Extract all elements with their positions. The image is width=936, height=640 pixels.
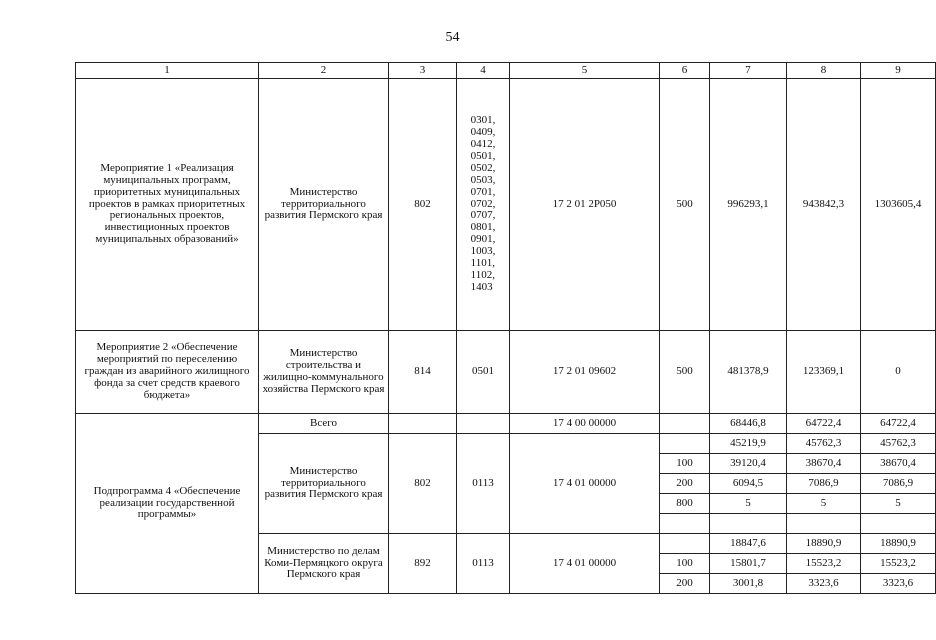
amount-year-3: 0 bbox=[861, 331, 936, 414]
expense-type-code: 100 bbox=[660, 554, 710, 574]
amount-year-3: 1303605,4 bbox=[861, 79, 936, 331]
budget-table bbox=[75, 62, 936, 594]
ministry-name: Министерство по делам Коми-Пермяцкого округа Пермского края bbox=[259, 534, 389, 594]
section-code: 0409, bbox=[470, 126, 496, 139]
amount-year-3: 64722,4 bbox=[861, 414, 936, 434]
section-code: 0707, bbox=[470, 209, 496, 222]
amount-year-3: 5 bbox=[861, 494, 936, 514]
table-row bbox=[76, 414, 936, 434]
section-codes bbox=[457, 79, 510, 331]
section-code: 0503, bbox=[470, 173, 496, 186]
target-item-code: 17 4 00 00000 bbox=[510, 414, 660, 434]
table-row bbox=[76, 79, 936, 331]
amount-year-1: 15801,7 bbox=[710, 554, 787, 574]
table-row bbox=[76, 331, 936, 414]
section-code: 0901, bbox=[470, 233, 496, 246]
target-item-code: 17 4 01 00000 bbox=[510, 434, 660, 534]
amount-year-2: 64722,4 bbox=[787, 414, 861, 434]
section-code: 0301, bbox=[470, 114, 496, 127]
section-code: 1003, bbox=[470, 245, 496, 258]
header-cell: 3 bbox=[389, 63, 457, 79]
empty-cell bbox=[861, 514, 936, 534]
empty-cell bbox=[660, 534, 710, 554]
empty-cell bbox=[710, 514, 787, 534]
measure-2-name: Мероприятие 2 «Обеспечение мероприятий по переселению граждан из аварийного жилищного фонда за счет средств краевого бюджета» bbox=[76, 331, 259, 414]
grbs-code: 802 bbox=[389, 79, 457, 331]
header-cell: 4 bbox=[457, 63, 510, 79]
empty-cell bbox=[389, 414, 457, 434]
grbs-code: 802 bbox=[389, 434, 457, 534]
section-code: 1403 bbox=[470, 280, 493, 293]
amount-year-2: 3323,6 bbox=[787, 574, 861, 594]
expense-type-code: 200 bbox=[660, 574, 710, 594]
section-code: 0501 bbox=[457, 331, 510, 414]
grbs-code: 814 bbox=[389, 331, 457, 414]
header-cell: 6 bbox=[660, 63, 710, 79]
section-code: 0501, bbox=[470, 150, 496, 163]
empty-cell bbox=[660, 514, 710, 534]
amount-year-2: 15523,2 bbox=[787, 554, 861, 574]
amount-year-1: 68446,8 bbox=[710, 414, 787, 434]
expense-type-code: 500 bbox=[660, 331, 710, 414]
section-code: 0412, bbox=[470, 138, 496, 151]
section-code: 0502, bbox=[470, 161, 496, 174]
amount-year-1: 5 bbox=[710, 494, 787, 514]
amount-year-1: 18847,6 bbox=[710, 534, 787, 554]
header-cell: 9 bbox=[861, 63, 936, 79]
ministry-name: Министерство территориального развития Пермского края bbox=[259, 79, 389, 331]
amount-year-3: 38670,4 bbox=[861, 454, 936, 474]
amount-year-2: 123369,1 bbox=[787, 331, 861, 414]
header-cell: 8 bbox=[787, 63, 861, 79]
section-code: 0113 bbox=[457, 534, 510, 594]
header-cell: 2 bbox=[259, 63, 389, 79]
section-code: 0702, bbox=[470, 197, 496, 210]
amount-year-1: 481378,9 bbox=[710, 331, 787, 414]
ministry-name: Министерство территориального развития Пермского края bbox=[259, 434, 389, 534]
header-cell: 5 bbox=[510, 63, 660, 79]
empty-cell bbox=[787, 514, 861, 534]
amount-year-2: 7086,9 bbox=[787, 474, 861, 494]
expense-type-code: 100 bbox=[660, 454, 710, 474]
total-label: Всего bbox=[259, 414, 389, 434]
amount-year-1: 996293,1 bbox=[710, 79, 787, 331]
amount-year-1: 3001,8 bbox=[710, 574, 787, 594]
header-cell: 1 bbox=[76, 63, 259, 79]
amount-year-2: 38670,4 bbox=[787, 454, 861, 474]
section-code: 1102, bbox=[470, 268, 495, 281]
amount-year-3: 15523,2 bbox=[861, 554, 936, 574]
ministry-name: Министерство строительства и жилищно-коммунального хозяйства Пермского края bbox=[259, 331, 389, 414]
amount-year-1: 45219,9 bbox=[710, 434, 787, 454]
section-code: 0113 bbox=[457, 434, 510, 534]
amount-year-2: 943842,3 bbox=[787, 79, 861, 331]
empty-cell bbox=[660, 434, 710, 454]
amount-year-2: 5 bbox=[787, 494, 861, 514]
amount-year-1: 39120,4 bbox=[710, 454, 787, 474]
amount-year-3: 7086,9 bbox=[861, 474, 936, 494]
amount-year-3: 45762,3 bbox=[861, 434, 936, 454]
header-row bbox=[76, 63, 936, 79]
expense-type-code: 200 bbox=[660, 474, 710, 494]
grbs-code: 892 bbox=[389, 534, 457, 594]
target-item-code: 17 4 01 00000 bbox=[510, 534, 660, 594]
measure-1-name: Мероприятие 1 «Реализация муниципальных программ, приоритетных муниципальных проектов в рамках приоритетных региональных проектов, инвестиционных проектов муниципальных образований» bbox=[76, 79, 259, 331]
target-item-code: 17 2 01 09602 bbox=[510, 331, 660, 414]
amount-year-3: 3323,6 bbox=[861, 574, 936, 594]
page-number: 54 bbox=[445, 30, 460, 45]
amount-year-1: 6094,5 bbox=[710, 474, 787, 494]
section-code: 0701, bbox=[470, 185, 496, 198]
target-item-code: 17 2 01 2Р050 bbox=[510, 79, 660, 331]
section-code: 1101, bbox=[470, 256, 495, 269]
empty-cell bbox=[457, 414, 510, 434]
empty-cell bbox=[660, 414, 710, 434]
amount-year-3: 18890,9 bbox=[861, 534, 936, 554]
section-code: 0801, bbox=[470, 221, 496, 234]
amount-year-2: 18890,9 bbox=[787, 534, 861, 554]
subprogram-4-name: Подпрограмма 4 «Обеспечение реализации государственной программы» bbox=[76, 414, 259, 594]
amount-year-2: 45762,3 bbox=[787, 434, 861, 454]
expense-type-code: 800 bbox=[660, 494, 710, 514]
header-cell: 7 bbox=[710, 63, 787, 79]
expense-type-code: 500 bbox=[660, 79, 710, 331]
